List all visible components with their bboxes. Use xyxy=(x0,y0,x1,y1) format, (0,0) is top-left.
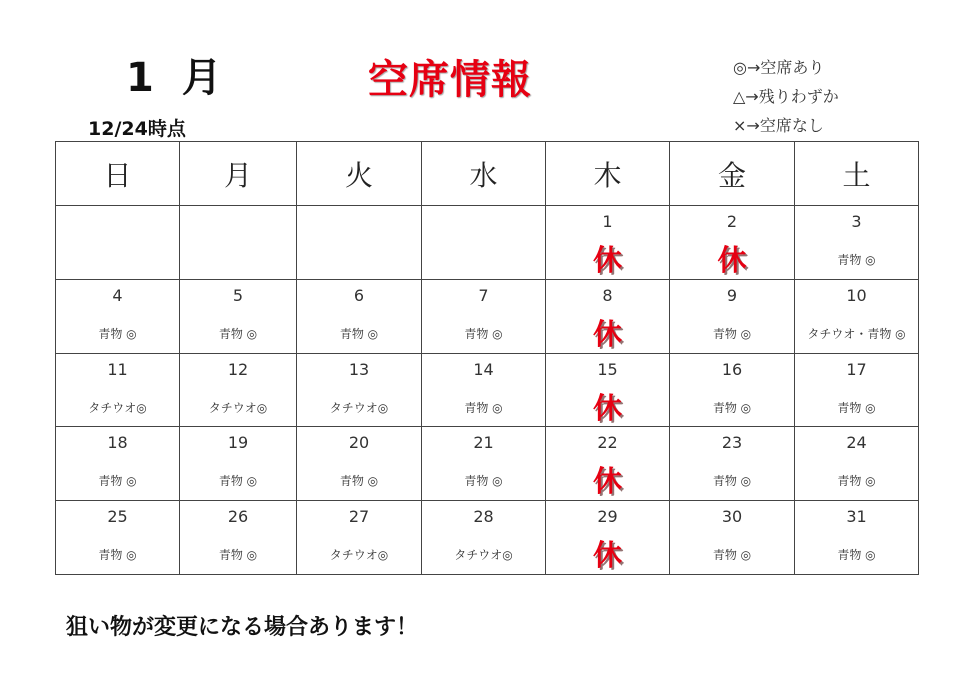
weekday-tue: 火 xyxy=(297,142,422,206)
target-fish-availability: 青物 ◎ xyxy=(837,253,876,267)
closed-day-mark: 休 xyxy=(717,243,747,277)
page-title: 空席情報 xyxy=(368,57,532,103)
day-cell xyxy=(180,353,297,427)
target-fish-availability: 青物 ◎ xyxy=(464,326,503,341)
day-cell xyxy=(670,279,795,353)
day-number: 18 xyxy=(107,433,128,453)
closed-day-mark: 休 xyxy=(592,538,622,573)
day-cell xyxy=(795,206,919,280)
closed-day-mark: 休 xyxy=(592,464,622,499)
weekday-fri: 金 xyxy=(670,142,795,206)
target-fish-availability: 青物 ◎ xyxy=(339,326,379,341)
week-row xyxy=(56,206,919,280)
day-cell xyxy=(670,353,795,427)
day-number: 7 xyxy=(478,285,489,305)
day-cell xyxy=(56,279,180,353)
legend-few-left: △→残りわずか xyxy=(733,87,839,106)
day-number: 3 xyxy=(851,212,862,231)
day-number: 8 xyxy=(602,285,613,305)
target-fish-availability: 青物 ◎ xyxy=(98,474,137,489)
day-cell xyxy=(795,279,919,353)
day-number: 31 xyxy=(846,507,867,527)
day-number: 16 xyxy=(721,359,743,379)
day-cell xyxy=(56,353,180,427)
day-number: 13 xyxy=(348,359,370,379)
calendar-body xyxy=(56,206,919,575)
day-number: 30 xyxy=(721,507,743,527)
target-fish-availability: タチウオ◎ xyxy=(329,400,389,415)
target-fish-availability: 青物 ◎ xyxy=(339,474,379,489)
week-row xyxy=(56,353,919,427)
day-cell xyxy=(297,427,422,501)
day-cell xyxy=(297,353,422,427)
day-number: 29 xyxy=(597,507,618,527)
target-fish-availability: タチウオ◎ xyxy=(454,548,513,563)
day-cell xyxy=(546,206,670,280)
target-fish-availability: 青物 ◎ xyxy=(218,326,258,341)
day-number: 4 xyxy=(112,285,123,305)
week-row xyxy=(56,501,919,575)
day-number: 6 xyxy=(353,285,365,305)
target-fish-availability: 青物 ◎ xyxy=(837,474,876,489)
day-cell xyxy=(795,427,919,501)
day-cell xyxy=(56,501,180,575)
day-cell xyxy=(422,427,546,501)
empty-cell xyxy=(180,206,297,280)
day-cell xyxy=(546,279,670,353)
empty-cell xyxy=(56,206,180,280)
day-cell xyxy=(670,206,795,280)
day-number: 11 xyxy=(107,359,128,379)
day-cell xyxy=(422,501,546,575)
target-fish-availability: 青物 ◎ xyxy=(712,400,752,415)
day-number: 20 xyxy=(348,433,370,453)
weekday-header xyxy=(56,142,919,206)
target-fish-availability: 青物 ◎ xyxy=(98,326,137,341)
weekday-sun: 日 xyxy=(56,142,180,206)
day-number: 5 xyxy=(232,285,244,305)
day-cell xyxy=(795,353,919,427)
target-fish-availability: 青物 ◎ xyxy=(837,400,876,415)
closed-day-mark: 休 xyxy=(592,390,622,425)
day-cell xyxy=(546,501,670,575)
day-cell xyxy=(180,501,297,575)
day-number: 15 xyxy=(597,359,618,379)
day-cell xyxy=(546,353,670,427)
weekday-thu: 木 xyxy=(546,142,670,206)
target-fish-availability: 青物 ◎ xyxy=(712,326,752,341)
closed-day-mark: 休 xyxy=(592,243,622,277)
legend-full: ×→空席なし xyxy=(733,116,824,135)
week-row xyxy=(56,279,919,353)
legend-available: ◎→空席あり xyxy=(733,58,825,77)
day-number: 22 xyxy=(597,433,618,453)
target-fish-availability: 青物 ◎ xyxy=(712,548,752,563)
day-cell xyxy=(297,501,422,575)
empty-cell xyxy=(297,206,422,280)
day-number: 14 xyxy=(473,359,494,379)
day-number: 2 xyxy=(726,212,738,231)
target-fish-availability: 青物 ◎ xyxy=(837,548,876,563)
day-cell xyxy=(546,427,670,501)
day-number: 19 xyxy=(227,433,249,453)
day-cell xyxy=(56,427,180,501)
day-number: 27 xyxy=(348,507,370,527)
day-number: 28 xyxy=(473,507,494,527)
target-fish-availability: 青物 ◎ xyxy=(218,548,258,563)
weekday-row xyxy=(56,142,919,206)
target-fish-availability: タチウオ・青物 ◎ xyxy=(807,326,906,341)
calendar-table xyxy=(55,141,919,575)
day-cell xyxy=(180,427,297,501)
target-fish-availability: 青物 ◎ xyxy=(712,474,752,489)
day-cell xyxy=(670,501,795,575)
day-cell xyxy=(422,353,546,427)
target-fish-availability: タチウオ◎ xyxy=(208,400,268,415)
day-number: 23 xyxy=(721,433,743,453)
target-fish-availability: タチウオ◎ xyxy=(329,548,389,563)
weekday-sat: 土 xyxy=(795,142,919,206)
target-fish-availability: 青物 ◎ xyxy=(218,474,258,489)
day-number: 26 xyxy=(227,507,249,527)
day-cell xyxy=(422,279,546,353)
footer-note: 狙い物が変更になる場合あります！ xyxy=(66,615,419,640)
day-cell xyxy=(795,501,919,575)
closed-day-mark: 休 xyxy=(592,316,622,351)
weekday-mon: 月 xyxy=(180,142,297,206)
target-fish-availability: タチウオ◎ xyxy=(88,400,147,415)
target-fish-availability: 青物 ◎ xyxy=(98,548,137,563)
week-row xyxy=(56,427,919,501)
day-number: 21 xyxy=(473,433,494,453)
day-cell xyxy=(297,279,422,353)
day-number: 24 xyxy=(846,433,867,453)
day-cell xyxy=(670,427,795,501)
month-heading: 1 月 xyxy=(126,55,222,101)
day-number: 12 xyxy=(227,359,249,379)
day-number: 1 xyxy=(602,212,613,231)
empty-cell xyxy=(422,206,546,280)
day-number: 9 xyxy=(726,285,738,305)
day-number: 17 xyxy=(846,359,867,379)
weekday-wed: 水 xyxy=(422,142,546,206)
day-number: 25 xyxy=(107,507,128,527)
as-of-date: 12/24時点 xyxy=(88,118,186,140)
target-fish-availability: 青物 ◎ xyxy=(464,400,503,415)
target-fish-availability: 青物 ◎ xyxy=(464,474,503,489)
legend xyxy=(733,53,839,140)
day-number: 10 xyxy=(846,285,867,305)
day-cell xyxy=(180,279,297,353)
